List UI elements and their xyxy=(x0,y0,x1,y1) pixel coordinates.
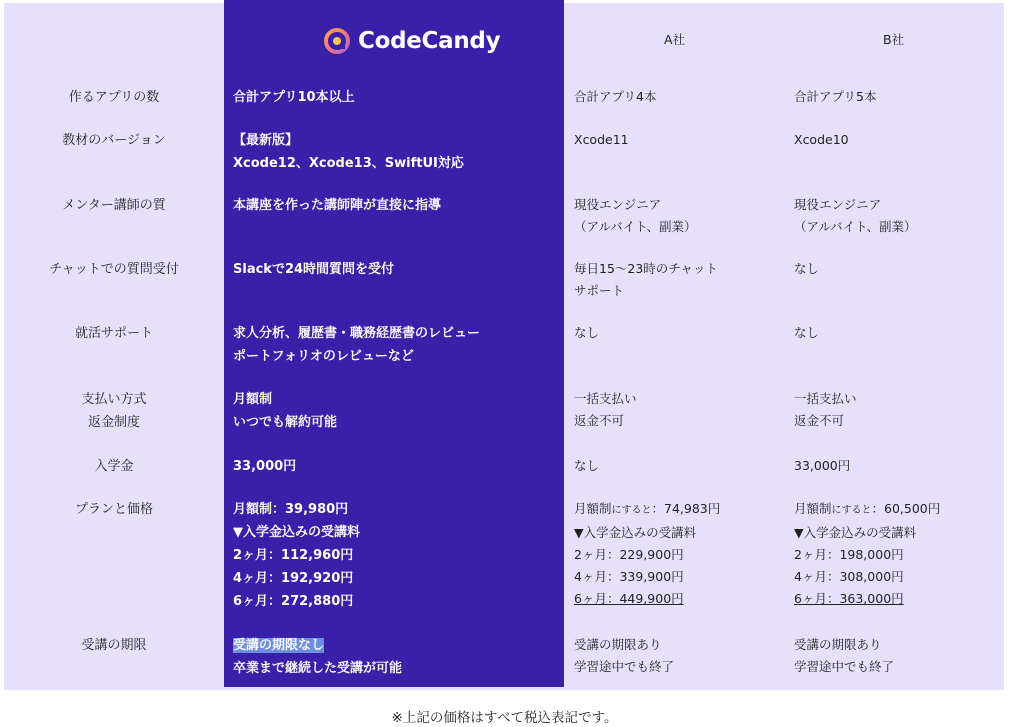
header-company-a: A社 xyxy=(664,32,686,47)
codecandy-cell: 月額制：39,980円 ▼入学金込みの受講料 2ヶ月：112,960円 4ヶ月：192,920円 6ヶ月：272,880円 xyxy=(233,502,360,609)
brand-name: CodeCandy xyxy=(358,28,501,54)
row-label: メンター講師の質 xyxy=(62,198,166,213)
company-a-cell: 月額制にすると：74,983円 ▼入学金込みの受講料 2ヶ月：229,900円 4ヶ月：339,900円 6ヶ月：449,900円 xyxy=(574,501,721,606)
row-label: 受講の期限 xyxy=(81,638,147,653)
codecandy-cell: 受講の期限なし 卒業まで継続した受講が可能 xyxy=(233,638,403,676)
company-a-cell: 受講の期限あり 学習途中でも終了 xyxy=(574,637,675,674)
company-b-cell: なし xyxy=(794,325,820,340)
company-a-cell: 合計アプリ4本 xyxy=(574,89,657,104)
row-label: チャットでの質問受付 xyxy=(49,262,179,277)
row-label: 入学金 xyxy=(94,459,134,474)
codecandy-cell: 【最新版】 Xcode12、Xcode13、SwiftUI対応 xyxy=(233,133,464,171)
company-a-cell: 一括支払い 返金不可 xyxy=(574,391,637,428)
company-b-cell: 現役エンジニア （アルバイト、副業） xyxy=(794,197,917,234)
codecandy-cell: 合計アプリ10本以上 xyxy=(233,90,355,105)
company-a-cell: Xcode11 xyxy=(574,132,629,147)
row-label: 教材のバージョン xyxy=(62,133,166,148)
company-a-cell: 現役エンジニア （アルバイト、副業） xyxy=(574,197,697,234)
row-label: 支払い方式 返金制度 xyxy=(81,392,147,430)
company-a-cell: 毎日15〜23時のチャット サポート xyxy=(574,261,718,298)
company-a-cell: なし xyxy=(574,325,600,340)
candy-logo-icon xyxy=(324,28,350,54)
codecandy-logo xyxy=(324,24,500,58)
highlighted-text: 受講の期限なし xyxy=(233,638,325,653)
company-b-cell: 33,000円 xyxy=(794,458,851,473)
codecandy-cell: 月額制 いつでも解約可能 xyxy=(233,392,338,430)
row-label: 就活サポート xyxy=(74,326,153,341)
codecandy-cell: 求人分析、履歴書・職務経歴書のレビュー ポートフォリオのレビューなど xyxy=(233,326,481,364)
codecandy-cell: 33,000円 xyxy=(233,459,297,474)
row-label: プランと価格 xyxy=(74,502,153,517)
row-label: 作るアプリの数 xyxy=(68,90,160,105)
company-b-cell: 受講の期限あり 学習途中でも終了 xyxy=(794,637,895,674)
company-b-cell: 合計アプリ5本 xyxy=(794,89,877,104)
company-b-cell: Xcode10 xyxy=(794,132,849,147)
company-b-cell: なし xyxy=(794,261,820,276)
header-company-b: B社 xyxy=(883,32,905,47)
company-b-cell: 一括支払い 返金不可 xyxy=(794,391,857,428)
tax-footnote: ※上記の価格はすべて税込表記です。 xyxy=(391,710,618,726)
codecandy-cell: 本講座を作った講師陣が直接に指導 xyxy=(233,198,442,213)
company-b-cell: 月額制にすると：60,500円 ▼入学金込みの受講料 2ヶ月：198,000円 4ヶ月：308,000円 6ヶ月：363,000円 xyxy=(794,501,941,606)
codecandy-cell: Slackで24時間質問を受付 xyxy=(233,262,395,277)
company-a-cell: なし xyxy=(574,458,600,473)
